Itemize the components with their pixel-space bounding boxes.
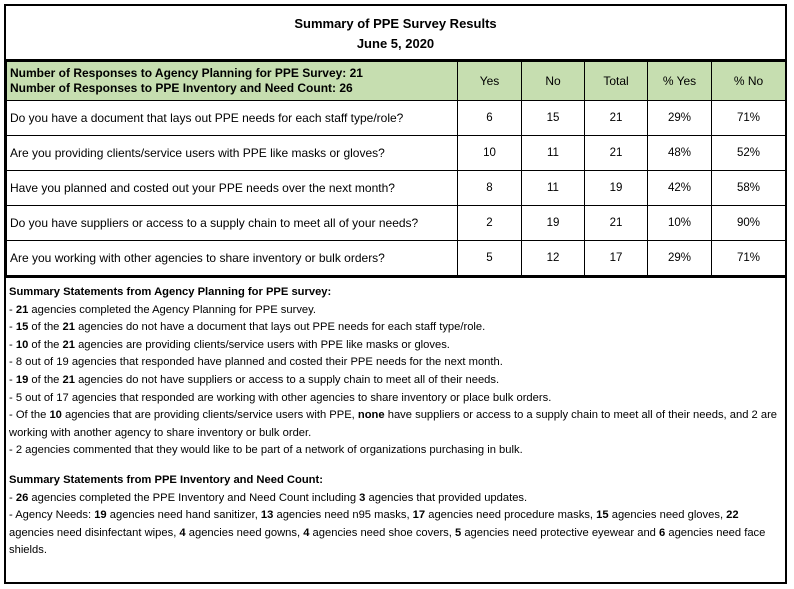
- yes-cell: 2: [458, 206, 522, 241]
- pct-no-cell: 71%: [712, 241, 786, 276]
- summary-statement: - 2 agencies commented that they would like to be part of a network of organizations purchasing in bulk.: [9, 444, 523, 457]
- yes-cell: 8: [458, 171, 522, 206]
- summary-statement: - 8 out of 19 agencies that responded have planned and costed their PPE needs for the next month.: [9, 356, 503, 369]
- results-table: [6, 61, 786, 276]
- table-row: [7, 136, 786, 171]
- total-cell: 21: [585, 101, 648, 136]
- total-cell: 19: [585, 171, 648, 206]
- question-cell: Do you have a document that lays out PPE needs for each staff type/role?: [7, 101, 458, 136]
- table-row: [7, 101, 786, 136]
- question-cell: Are you providing clients/service users with PPE like masks or gloves?: [7, 136, 458, 171]
- col-pct-no: % No: [712, 62, 786, 101]
- summary-heading-planning: Summary Statements from Agency Planning for PPE survey:: [9, 286, 332, 298]
- no-cell: 11: [522, 171, 585, 206]
- summary-statement: - 10 of the 21 agencies are providing clients/service users with PPE like masks or gloves.: [9, 338, 450, 351]
- no-cell: 11: [522, 136, 585, 171]
- summary-section: [6, 276, 785, 560]
- pct-yes-cell: 48%: [648, 136, 712, 171]
- table-row: [7, 206, 786, 241]
- no-cell: 15: [522, 101, 585, 136]
- total-cell: 21: [585, 136, 648, 171]
- header-row: [7, 62, 786, 101]
- pct-yes-cell: 29%: [648, 241, 712, 276]
- title-block: [6, 6, 785, 61]
- summary-statement: - 26 agencies completed the PPE Inventory and Need Count including 3 agencies that provided updates.: [9, 491, 528, 504]
- pct-no-cell: 58%: [712, 171, 786, 206]
- yes-cell: 10: [458, 136, 522, 171]
- col-total: Total: [585, 62, 648, 101]
- ppe-summary-sheet: [4, 4, 787, 584]
- yes-cell: 5: [458, 241, 522, 276]
- pct-no-cell: 90%: [712, 206, 786, 241]
- total-cell: 17: [585, 241, 648, 276]
- summary-statement: - 19 of the 21 agencies do not have suppliers or access to a supply chain to meet all of their needs.: [9, 373, 500, 386]
- response-count-inventory: Number of Responses to PPE Inventory and Need Count: 26: [10, 81, 353, 95]
- pct-no-cell: 52%: [712, 136, 786, 171]
- question-cell: Have you planned and costed out your PPE needs over the next month?: [7, 171, 458, 206]
- question-cell: Do you have suppliers or access to a supply chain to meet all of your needs?: [7, 206, 458, 241]
- table-row: [7, 241, 786, 276]
- spacer: [9, 460, 782, 472]
- col-no: No: [522, 62, 585, 101]
- question-cell: Are you working with other agencies to share inventory or bulk orders?: [7, 241, 458, 276]
- pct-yes-cell: 42%: [648, 171, 712, 206]
- pct-no-cell: 71%: [712, 101, 786, 136]
- summary-statement: - Of the 10 agencies that are providing clients/service users with PPE, none have suppliers or access to a supply chain to meet all of their needs, and 2 are working with another agency to share inventory or bulk order.: [9, 409, 778, 439]
- pct-yes-cell: 10%: [648, 206, 712, 241]
- summary-statement: - 15 of the 21 agencies do not have a document that lays out PPE needs for each staff type/role.: [9, 321, 486, 334]
- summary-statement: - 5 out of 17 agencies that responded are working with other agencies to share inventory or place bulk orders.: [9, 391, 552, 404]
- no-cell: 12: [522, 241, 585, 276]
- pct-yes-cell: 29%: [648, 101, 712, 136]
- summary-statement: - 21 agencies completed the Agency Planning for PPE survey.: [9, 303, 317, 316]
- report-date: June 5, 2020: [356, 36, 435, 51]
- col-yes: Yes: [458, 62, 522, 101]
- report-title: Summary of PPE Survey Results: [294, 16, 497, 31]
- response-counts-header: [7, 62, 458, 101]
- table-row: [7, 171, 786, 206]
- response-count-planning: Number of Responses to Agency Planning for PPE Survey: 21: [10, 66, 363, 80]
- yes-cell: 6: [458, 101, 522, 136]
- summary-statement: - Agency Needs: 19 agencies need hand sanitizer, 13 agencies need n95 masks, 17 agencies need procedure masks, 15 agencies need gloves, 22 agencies need disinfectant wipes, 4 agencies need gowns, 4 agencies need shoe covers, 5 agencies need protective eyewear and 6 agencies need face shields.: [9, 509, 766, 557]
- total-cell: 21: [585, 206, 648, 241]
- summary-heading-inventory: Summary Statements from PPE Inventory and Need Count:: [9, 473, 323, 486]
- col-pct-yes: % Yes: [648, 62, 712, 101]
- no-cell: 19: [522, 206, 585, 241]
